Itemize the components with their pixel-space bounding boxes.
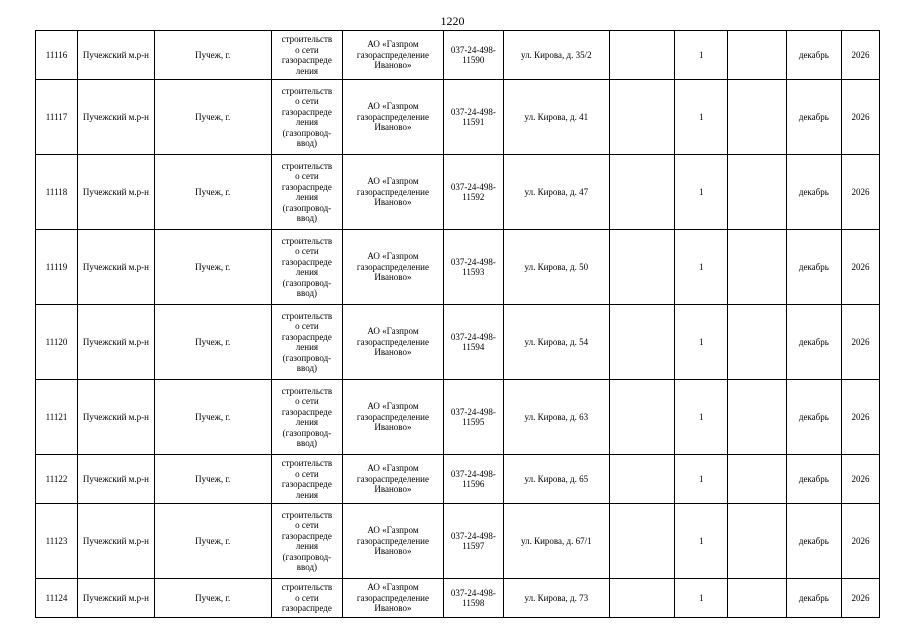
work-type-line: (газопровод- [282, 202, 332, 213]
work-type-line: о сети [295, 520, 319, 530]
work-type-line: ввод) [296, 288, 318, 298]
row-number-cell: 11117 [36, 80, 78, 155]
work-type-line: о сети [295, 468, 319, 479]
organization-cell: АО «Газпром газораспределение Иваново» [343, 230, 443, 305]
city-cell: Пучеж, г. [154, 31, 271, 80]
empty-cell [728, 230, 786, 305]
year-cell: 2026 [842, 31, 880, 80]
table-row [36, 31, 880, 80]
work-type-line: о сети [295, 321, 319, 331]
address-cell: ул. Кирова, д. 47 [504, 155, 610, 230]
city-cell: Пучеж, г. [154, 80, 271, 155]
city-cell: Пучеж, г. [154, 455, 271, 504]
registry-table [35, 30, 880, 618]
work-type-line: строительств [281, 310, 333, 321]
empty-cell [728, 305, 786, 380]
row-number-cell: 11121 [36, 380, 78, 455]
empty-cell [609, 31, 675, 80]
year-cell: 2026 [842, 579, 880, 618]
empty-cell [728, 155, 786, 230]
work-type-line: ления [295, 489, 319, 500]
object-code-cell: 037-24-498-11591 [443, 80, 503, 155]
quantity-cell: 1 [675, 80, 728, 155]
district-cell: Пучежский м.р-н [77, 455, 154, 504]
table-body [36, 31, 880, 618]
work-type-cell [271, 230, 343, 305]
work-type-line: газораспреде [281, 181, 332, 192]
object-code-cell: 037-24-498-11597 [443, 504, 503, 579]
empty-cell [728, 504, 786, 579]
work-type-line: ления [295, 192, 319, 202]
address-cell: ул. Кирова, д. 35/2 [504, 31, 610, 80]
work-type-cell [271, 31, 343, 80]
work-type-line: ввод) [296, 138, 318, 148]
work-type-line: (газопровод- [282, 427, 332, 438]
organization-cell: АО «Газпром газораспределение Иваново» [343, 455, 443, 504]
address-cell: ул. Кирова, д. 41 [504, 80, 610, 155]
year-cell: 2026 [842, 380, 880, 455]
empty-cell [609, 305, 675, 380]
work-type-line: газораспреде [281, 530, 332, 541]
quantity-cell: 1 [675, 155, 728, 230]
work-type-line: о сети [295, 396, 319, 406]
work-type-cell [271, 305, 343, 380]
object-code-cell: 037-24-498-11590 [443, 31, 503, 80]
object-code-cell: 037-24-498-11594 [443, 305, 503, 380]
work-type-line: ввод) [296, 438, 318, 448]
work-type-line: ввод) [296, 562, 318, 572]
district-cell: Пучежский м.р-н [77, 155, 154, 230]
district-cell: Пучежский м.р-н [77, 31, 154, 80]
work-type-cell [271, 455, 343, 504]
row-number-cell: 11120 [36, 305, 78, 380]
address-cell: ул. Кирова, д. 73 [504, 579, 610, 618]
year-cell: 2026 [842, 155, 880, 230]
work-type-line: ления [295, 117, 319, 127]
table-row [36, 80, 880, 155]
work-type-line: о сети [295, 246, 319, 256]
table-row [36, 579, 880, 618]
organization-cell: АО «Газпром газораспределение Иваново» [343, 31, 443, 80]
work-type-line: строительств [281, 34, 333, 44]
empty-cell [609, 455, 675, 504]
month-cell: декабрь [786, 455, 841, 504]
quantity-cell: 1 [675, 380, 728, 455]
year-cell: 2026 [842, 80, 880, 155]
empty-cell [728, 80, 786, 155]
district-cell: Пучежский м.р-н [77, 579, 154, 618]
empty-cell [728, 455, 786, 504]
row-number-cell: 11119 [36, 230, 78, 305]
work-type-line: газораспреде [281, 406, 332, 417]
work-type-line: строительств [281, 160, 333, 171]
empty-cell [609, 380, 675, 455]
month-cell: декабрь [786, 230, 841, 305]
work-type-line: строительств [281, 235, 333, 246]
work-type-cell [271, 579, 343, 618]
work-type-cell [271, 155, 343, 230]
organization-cell: АО «Газпром газораспределение Иваново» [343, 155, 443, 230]
work-type-line: о сети [295, 44, 319, 55]
object-code-cell: 037-24-498-11593 [443, 230, 503, 305]
organization-cell: АО «Газпром газораспределение Иваново» [343, 305, 443, 380]
month-cell: декабрь [786, 80, 841, 155]
quantity-cell: 1 [675, 230, 728, 305]
district-cell: Пучежский м.р-н [77, 305, 154, 380]
object-code-cell: 037-24-498-11592 [443, 155, 503, 230]
work-type-line: ления [295, 541, 319, 551]
work-type-line: строительств [281, 385, 333, 396]
work-type-line: о сети [295, 592, 319, 603]
city-cell: Пучеж, г. [154, 230, 271, 305]
work-type-line: газораспреде [281, 479, 332, 489]
organization-cell: АО «Газпром газораспределение Иваново» [343, 579, 443, 618]
work-type-line: газораспреде [281, 55, 332, 65]
work-type-line: ления [295, 267, 319, 277]
organization-cell: АО «Газпром газораспределение Иваново» [343, 380, 443, 455]
table-row [36, 504, 880, 579]
work-type-line: ввод) [296, 213, 318, 223]
object-code-cell: 037-24-498-11595 [443, 380, 503, 455]
quantity-cell: 1 [675, 504, 728, 579]
month-cell: декабрь [786, 380, 841, 455]
work-type-line: (газопровод- [282, 127, 332, 138]
month-cell: декабрь [786, 155, 841, 230]
work-type-line: ления [295, 342, 319, 352]
quantity-cell: 1 [675, 579, 728, 618]
empty-cell [609, 504, 675, 579]
row-number-cell: 11123 [36, 504, 78, 579]
month-cell: декабрь [786, 31, 841, 80]
row-number-cell: 11122 [36, 455, 78, 504]
work-type-line: (газопровод- [282, 277, 332, 288]
year-cell: 2026 [842, 230, 880, 305]
city-cell: Пучеж, г. [154, 305, 271, 380]
row-number-cell: 11116 [36, 31, 78, 80]
organization-cell: АО «Газпром газораспределение Иваново» [343, 80, 443, 155]
work-type-line: газораспреде [281, 106, 332, 117]
work-type-line: строительств [281, 509, 333, 520]
table-row [36, 380, 880, 455]
work-type-line: (газопровод- [282, 352, 332, 363]
work-type-line: газораспреде [281, 603, 332, 614]
quantity-cell: 1 [675, 455, 728, 504]
address-cell: ул. Кирова, д. 65 [504, 455, 610, 504]
table-row [36, 305, 880, 380]
address-cell: ул. Кирова, д. 67/1 [504, 504, 610, 579]
address-cell: ул. Кирова, д. 63 [504, 380, 610, 455]
address-cell: ул. Кирова, д. 50 [504, 230, 610, 305]
work-type-line: ления [295, 65, 319, 76]
work-type-cell [271, 80, 343, 155]
city-cell: Пучеж, г. [154, 579, 271, 618]
month-cell: декабрь [786, 305, 841, 380]
row-number-cell: 11118 [36, 155, 78, 230]
table-row [36, 230, 880, 305]
empty-cell [609, 579, 675, 618]
object-code-cell: 037-24-498-11596 [443, 455, 503, 504]
empty-cell [609, 230, 675, 305]
empty-cell [728, 380, 786, 455]
district-cell: Пучежский м.р-н [77, 230, 154, 305]
city-cell: Пучеж, г. [154, 504, 271, 579]
month-cell: декабрь [786, 504, 841, 579]
year-cell: 2026 [842, 305, 880, 380]
work-type-line: газораспреде [281, 256, 332, 267]
address-cell: ул. Кирова, д. 54 [504, 305, 610, 380]
empty-cell [728, 579, 786, 618]
year-cell: 2026 [842, 455, 880, 504]
district-cell: Пучежский м.р-н [77, 80, 154, 155]
work-type-line: о сети [295, 96, 319, 106]
quantity-cell: 1 [675, 305, 728, 380]
page-number: 1220 [440, 14, 465, 28]
city-cell: Пучеж, г. [154, 155, 271, 230]
work-type-line: ввод) [296, 363, 318, 373]
work-type-cell [271, 504, 343, 579]
organization-cell: АО «Газпром газораспределение Иваново» [343, 504, 443, 579]
empty-cell [609, 155, 675, 230]
work-type-line: ления [295, 417, 319, 427]
empty-cell [609, 80, 675, 155]
quantity-cell: 1 [675, 31, 728, 80]
district-cell: Пучежский м.р-н [77, 380, 154, 455]
city-cell: Пучеж, г. [154, 380, 271, 455]
work-type-line: строительств [281, 458, 333, 468]
table-row [36, 155, 880, 230]
work-type-cell [271, 380, 343, 455]
work-type-line: строительств [281, 582, 333, 593]
work-type-line: (газопровод- [282, 551, 332, 562]
month-cell: декабрь [786, 579, 841, 618]
work-type-line: о сети [295, 171, 319, 181]
empty-cell [728, 31, 786, 80]
table-row [36, 455, 880, 504]
district-cell: Пучежский м.р-н [77, 504, 154, 579]
row-number-cell: 11124 [36, 579, 78, 618]
work-type-line: строительств [281, 85, 333, 96]
year-cell: 2026 [842, 504, 880, 579]
work-type-line: газораспреде [281, 331, 332, 342]
object-code-cell: 037-24-498-11598 [443, 579, 503, 618]
